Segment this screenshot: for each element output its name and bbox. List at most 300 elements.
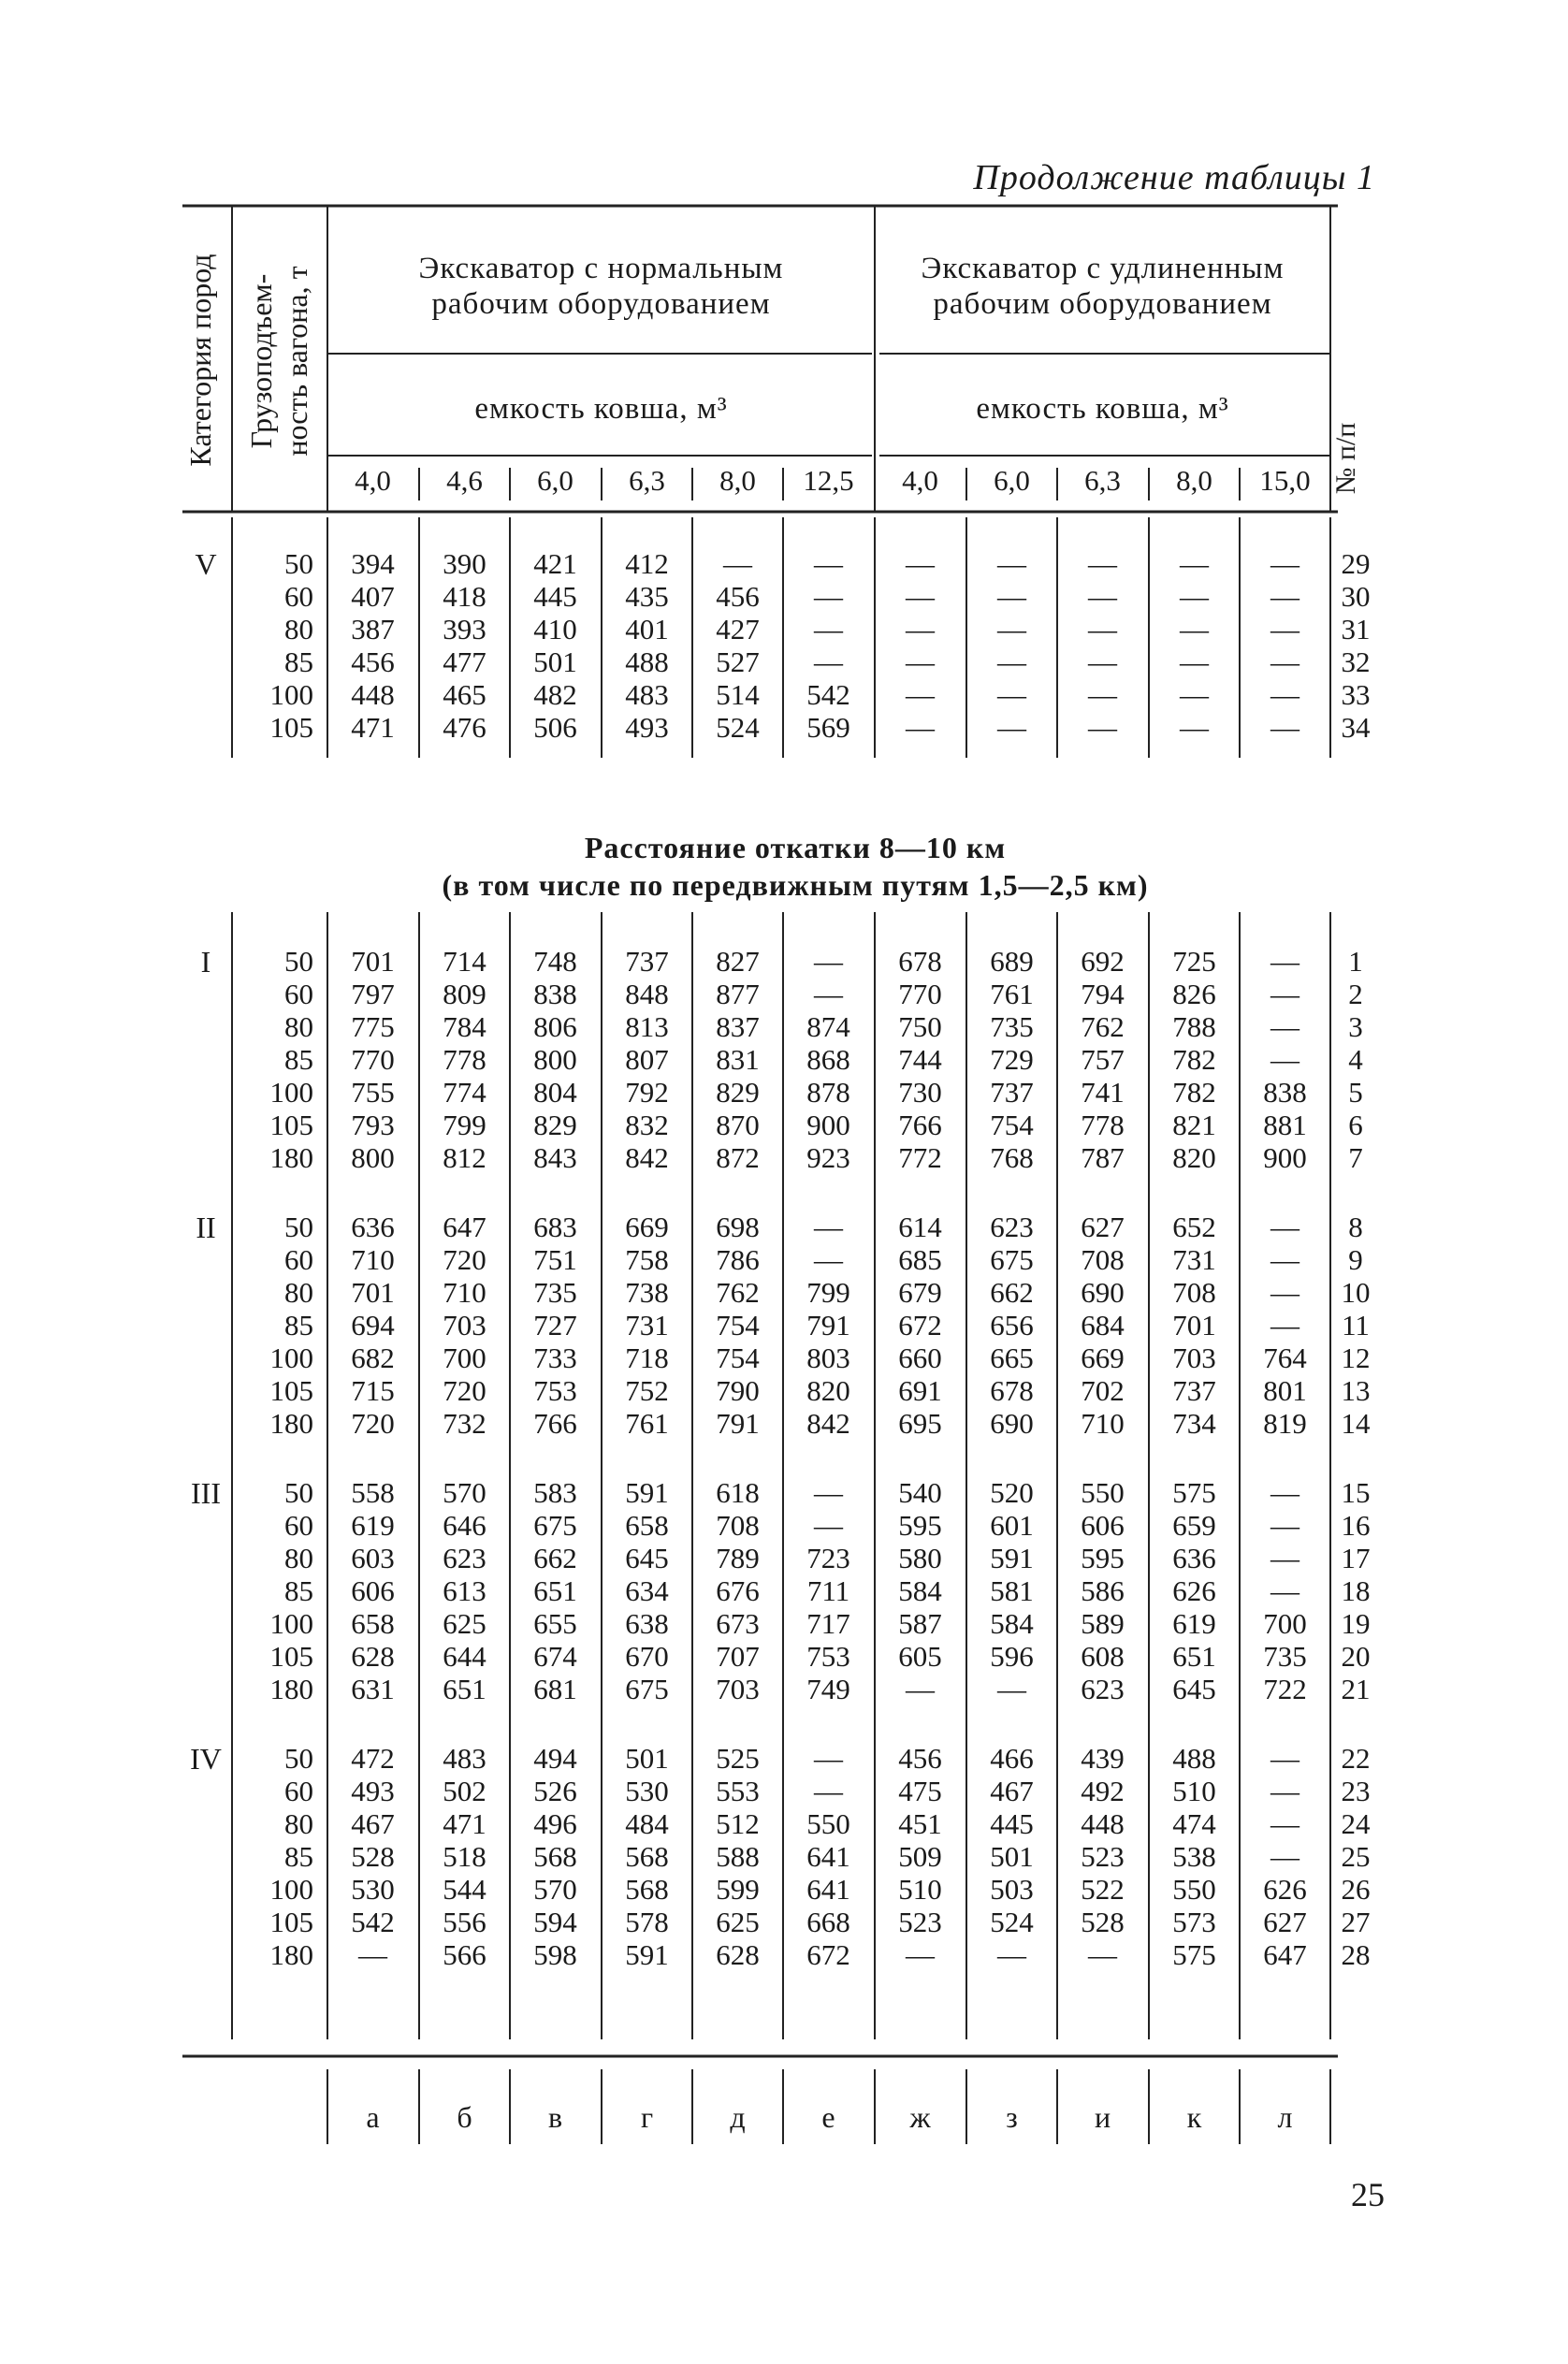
value-cell: 530 [351,1873,395,1906]
value-cell: 636 [1172,1542,1216,1574]
value-cell: 641 [806,1840,850,1873]
value-cell: 711 [806,1574,850,1607]
value-cell: 870 [716,1109,760,1141]
value-cell: — [1270,1742,1299,1775]
value-cell: 698 [716,1211,760,1243]
value-cell: 700 [443,1342,486,1374]
value-cell: 439 [1081,1742,1125,1775]
value-cell: 647 [1263,1938,1307,1971]
value-cell: 641 [806,1873,850,1906]
value-cell: — [1270,1509,1299,1542]
row-number-cell: 16 [1341,1509,1371,1542]
value-cell: 407 [351,580,395,613]
value-cell: 710 [443,1276,486,1309]
row-number-cell: 23 [1341,1775,1371,1807]
value-cell: 843 [533,1141,577,1174]
value-cell: 445 [533,580,577,613]
value-cell: 718 [625,1342,669,1374]
capacity-cell: 80 [284,1010,313,1043]
value-cell: 799 [443,1109,486,1141]
value-cell: 681 [533,1673,577,1705]
value-cell: 735 [990,1010,1034,1043]
value-cell: 701 [1172,1309,1216,1342]
value-cell: 627 [1263,1906,1307,1938]
value-cell: 752 [625,1374,669,1407]
row-number-cell: 29 [1341,547,1371,580]
value-cell: 605 [898,1640,942,1673]
value-cell: 467 [351,1807,395,1840]
value-cell: 827 [716,945,760,978]
value-cell: 768 [990,1141,1034,1174]
capacity-cell: 180 [269,1938,313,1971]
value-cell: 678 [898,945,942,978]
value-cell: 553 [716,1775,760,1807]
value-cell: 623 [443,1542,486,1574]
value-cell: 874 [806,1010,850,1043]
value-cell: — [997,547,1026,580]
value-cell: 510 [898,1873,942,1906]
value-cell: 581 [990,1574,1034,1607]
value-cell: 596 [990,1640,1034,1673]
capacity-cell: 105 [269,1640,313,1673]
value-cell: — [723,547,752,580]
page-number: 25 [1351,2176,1385,2213]
value-cell: 568 [625,1873,669,1906]
value-cell: 826 [1172,978,1216,1010]
row-number-cell: 18 [1341,1574,1371,1607]
value-cell: 669 [625,1211,669,1243]
value-cell: — [997,645,1026,678]
row-number-cell: 26 [1341,1873,1371,1906]
row-number-cell: 14 [1341,1407,1371,1440]
value-cell: 703 [1172,1342,1216,1374]
value-cell: 466 [990,1742,1034,1775]
value-cell: 472 [351,1742,395,1775]
value-cell: 522 [1081,1873,1125,1906]
row-number-cell: 4 [1348,1043,1363,1076]
value-cell: — [997,711,1026,744]
value-cell: 672 [898,1309,942,1342]
value-cell: 636 [351,1211,395,1243]
capacity-cell: 180 [269,1141,313,1174]
value-cell: 483 [625,678,669,711]
value-cell: — [997,678,1026,711]
value-cell: 727 [533,1309,577,1342]
column-letter: и [1094,2100,1111,2134]
value-cell: 659 [1172,1509,1216,1542]
value-cell: 770 [351,1043,395,1076]
value-cell: 503 [990,1873,1034,1906]
value-cell: 774 [443,1076,486,1109]
value-cell: 569 [806,711,850,744]
bucket-volume-1: 4,6 [446,464,483,497]
value-cell: 754 [990,1109,1034,1141]
value-cell: 588 [716,1840,760,1873]
value-cell: — [906,547,935,580]
value-cell: 526 [533,1775,577,1807]
capacity-cell: 180 [269,1673,313,1705]
value-cell: 717 [806,1607,850,1640]
value-cell: 626 [1263,1873,1307,1906]
value-cell: 757 [1081,1043,1125,1076]
row-number-cell: 5 [1348,1076,1363,1109]
column-letter: д [730,2100,746,2134]
value-cell: 694 [351,1309,395,1342]
capacity-cell: 105 [269,1906,313,1938]
header-capacity: Грузоподъем- ность вагона, т [244,266,313,457]
value-cell: — [814,1476,843,1509]
value-cell: 652 [1172,1211,1216,1243]
row-number-cell: 27 [1341,1906,1371,1938]
value-cell: 634 [625,1574,669,1607]
value-cell: 528 [1081,1906,1125,1938]
value-cell: — [997,580,1026,613]
value-cell: 556 [443,1906,486,1938]
bucket-volume-2: 6,0 [537,464,573,497]
value-cell: 821 [1172,1109,1216,1141]
value-cell: 710 [1081,1407,1125,1440]
value-cell: — [906,678,935,711]
row-number-cell: 22 [1341,1742,1371,1775]
value-cell: 530 [625,1775,669,1807]
value-cell: 623 [990,1211,1034,1243]
value-cell: 625 [716,1906,760,1938]
column-letter: к [1186,2100,1202,2134]
capacity-cell: 100 [269,1607,313,1640]
column-letter: е [821,2100,835,2134]
value-cell: 528 [351,1840,395,1873]
capacity-cell: 105 [269,1374,313,1407]
value-cell: — [997,1938,1026,1971]
value-cell: 540 [898,1476,942,1509]
value-cell: 448 [1081,1807,1125,1840]
value-cell: — [1270,1211,1299,1243]
value-cell: 594 [533,1906,577,1938]
value-cell: 735 [1263,1640,1307,1673]
value-cell: 484 [625,1807,669,1840]
value-cell: 550 [1081,1476,1125,1509]
value-cell: — [814,1243,843,1276]
value-cell: 421 [533,547,577,580]
value-cell: 501 [533,645,577,678]
value-cell: 445 [990,1807,1034,1840]
value-cell: 725 [1172,945,1216,978]
value-cell: 877 [716,978,760,1010]
value-cell: 614 [898,1211,942,1243]
value-cell: 674 [533,1640,577,1673]
row-number-cell: 8 [1348,1211,1363,1243]
value-cell: 832 [625,1109,669,1141]
value-cell: 787 [1081,1141,1125,1174]
value-cell: — [1180,547,1209,580]
value-cell: 492 [1081,1775,1125,1807]
value-cell: 658 [351,1607,395,1640]
value-cell: 803 [806,1342,850,1374]
value-cell: 812 [443,1141,486,1174]
value-cell: 753 [806,1640,850,1673]
value-cell: 550 [1172,1873,1216,1906]
value-cell: 627 [1081,1211,1125,1243]
value-cell: 645 [625,1542,669,1574]
bucket-volume-7: 6,0 [994,464,1030,497]
capacity-cell: 80 [284,613,313,645]
value-cell: — [1180,711,1209,744]
value-cell: 690 [990,1407,1034,1440]
value-cell: 791 [716,1407,760,1440]
row-number-cell: 12 [1341,1342,1371,1374]
value-cell: 512 [716,1807,760,1840]
bucket-volume-5: 12,5 [803,464,854,497]
value-cell: 737 [1172,1374,1216,1407]
value-cell: 393 [443,613,486,645]
value-cell: — [906,645,935,678]
value-cell: 471 [443,1807,486,1840]
value-cell: 613 [443,1574,486,1607]
capacity-cell: 50 [284,1742,313,1775]
row-number-cell: 1 [1348,945,1363,978]
value-cell: 809 [443,978,486,1010]
value-cell: 488 [625,645,669,678]
value-cell: 591 [625,1476,669,1509]
value-cell: — [1180,678,1209,711]
value-cell: 651 [533,1574,577,1607]
value-cell: 598 [533,1938,577,1971]
value-cell: 923 [806,1141,850,1174]
value-cell: 754 [716,1342,760,1374]
value-cell: 471 [351,711,395,744]
value-cell: 762 [1081,1010,1125,1043]
value-cell: — [1270,547,1299,580]
value-cell: 741 [1081,1076,1125,1109]
value-cell: 837 [716,1010,760,1043]
value-cell: — [1270,580,1299,613]
value-cell: 675 [533,1509,577,1542]
value-cell: 722 [1263,1673,1307,1705]
value-cell: — [1088,678,1117,711]
value-cell: 748 [533,945,577,978]
row-number-cell: 32 [1341,645,1371,678]
value-cell: 467 [990,1775,1034,1807]
value-cell: 714 [443,945,486,978]
value-cell: — [814,1742,843,1775]
value-cell: 708 [716,1509,760,1542]
value-cell: 793 [351,1109,395,1141]
value-cell: 618 [716,1476,760,1509]
value-cell: 518 [443,1840,486,1873]
value-cell: 800 [533,1043,577,1076]
value-cell: 831 [716,1043,760,1076]
row-number-cell: 30 [1341,580,1371,613]
value-cell: 668 [806,1906,850,1938]
value-cell: 488 [1172,1742,1216,1775]
row-number-cell: 24 [1341,1807,1371,1840]
value-cell: 601 [990,1509,1034,1542]
value-cell: 701 [351,1276,395,1309]
value-cell: — [1270,978,1299,1010]
value-cell: 710 [351,1243,395,1276]
value-cell: 715 [351,1374,395,1407]
value-cell: 678 [990,1374,1034,1407]
row-number-cell: 25 [1341,1840,1371,1873]
value-cell: 708 [1081,1243,1125,1276]
row-number-cell: 2 [1348,978,1363,1010]
capacity-cell: 60 [284,978,313,1010]
value-cell: — [814,645,843,678]
value-cell: 778 [443,1043,486,1076]
value-cell: — [814,945,843,978]
value-cell: — [906,711,935,744]
value-cell: 700 [1263,1607,1307,1640]
value-cell: 738 [625,1276,669,1309]
value-cell: 758 [625,1243,669,1276]
value-cell: 523 [1081,1840,1125,1873]
value-cell: 578 [625,1906,669,1938]
value-cell: 766 [533,1407,577,1440]
value-cell: 731 [1172,1243,1216,1276]
capacity-cell: 85 [284,1309,313,1342]
value-cell: 523 [898,1906,942,1938]
value-cell: 451 [898,1807,942,1840]
bucket-volume-0: 4,0 [355,464,391,497]
value-cell: 842 [806,1407,850,1440]
value-cell: — [1270,1309,1299,1342]
value-cell: 737 [625,945,669,978]
capacity-cell: 85 [284,1840,313,1873]
capacity-cell: 50 [284,1211,313,1243]
value-cell: 510 [1172,1775,1216,1807]
value-cell: — [997,613,1026,645]
header-bucket-normal: емкость ковша, м³ [474,392,728,426]
value-cell: 682 [351,1342,395,1374]
value-cell: 514 [716,678,760,711]
value-cell: 603 [351,1542,395,1574]
value-cell: 390 [443,547,486,580]
bucket-volume-3: 6,3 [629,464,665,497]
value-cell: 691 [898,1374,942,1407]
value-cell: 685 [898,1243,942,1276]
value-cell: 645 [1172,1673,1216,1705]
value-cell: 900 [806,1109,850,1141]
category-label: I [200,945,211,979]
value-cell: 766 [898,1109,942,1141]
row-number-cell: 13 [1341,1374,1371,1407]
value-cell: — [1088,613,1117,645]
value-cell: 679 [898,1276,942,1309]
value-cell: 628 [716,1938,760,1971]
value-cell: 658 [625,1509,669,1542]
value-cell: — [1088,645,1117,678]
value-cell: 660 [898,1342,942,1374]
table-caption: Продолжение таблицы 1 [973,158,1375,197]
value-cell: 628 [351,1640,395,1673]
value-cell: 794 [1081,978,1125,1010]
header-long-equipment: Экскаватор с удлиненным рабочим оборудованием [921,252,1285,321]
value-cell: — [1270,1775,1299,1807]
value-cell: 570 [533,1873,577,1906]
value-cell: 575 [1172,1476,1216,1509]
capacity-cell: 60 [284,580,313,613]
value-cell: 775 [351,1010,395,1043]
bucket-volume-4: 8,0 [719,464,756,497]
value-cell: 829 [716,1076,760,1109]
header-category: Категория пород [183,254,217,467]
value-cell: 669 [1081,1342,1125,1374]
value-cell: — [997,1673,1026,1705]
row-number-cell: 6 [1348,1109,1363,1141]
value-cell: 878 [806,1076,850,1109]
value-cell: 410 [533,613,577,645]
value-cell: 527 [716,645,760,678]
capacity-cell: 60 [284,1775,313,1807]
capacity-cell: 105 [269,711,313,744]
capacity-cell: 80 [284,1276,313,1309]
value-cell: — [1270,645,1299,678]
value-cell: 761 [625,1407,669,1440]
value-cell: 524 [990,1906,1034,1938]
value-cell: 820 [1172,1141,1216,1174]
value-cell: 675 [625,1673,669,1705]
value-cell: 762 [716,1276,760,1309]
value-cell: 456 [351,645,395,678]
value-cell: — [358,1938,387,1971]
value-cell: 589 [1081,1607,1125,1640]
value-cell: — [906,613,935,645]
value-cell: 670 [625,1640,669,1673]
value-cell: 662 [533,1542,577,1574]
value-cell: 542 [351,1906,395,1938]
value-cell: 804 [533,1076,577,1109]
value-cell: 456 [716,580,760,613]
value-cell: 493 [351,1775,395,1807]
column-letter: з [1006,2100,1018,2134]
value-cell: — [1270,1043,1299,1076]
value-cell: 673 [716,1607,760,1640]
value-cell: 733 [533,1342,577,1374]
value-cell: 595 [1081,1542,1125,1574]
value-cell: 702 [1081,1374,1125,1407]
column-letter: ж [909,2100,931,2134]
capacity-cell: 180 [269,1407,313,1440]
value-cell: 606 [1081,1509,1125,1542]
value-cell: — [1088,1938,1117,1971]
value-cell: — [1270,1276,1299,1309]
value-cell: 501 [990,1840,1034,1873]
row-number-cell: 31 [1341,613,1371,645]
value-cell: 427 [716,613,760,645]
value-cell: 813 [625,1010,669,1043]
value-cell: 848 [625,978,669,1010]
bucket-volume-8: 6,3 [1084,464,1121,497]
value-cell: — [1088,711,1117,744]
value-cell: — [1180,613,1209,645]
row-number-cell: 33 [1341,678,1371,711]
value-cell: 591 [625,1938,669,1971]
row-number-cell: 20 [1341,1640,1371,1673]
value-cell: — [814,547,843,580]
capacity-cell: 60 [284,1509,313,1542]
header-normal-equipment: Экскаватор с нормальным рабочим оборудованием [418,252,784,321]
value-cell: 801 [1263,1374,1307,1407]
value-cell: 465 [443,678,486,711]
value-cell: 731 [625,1309,669,1342]
value-cell: 749 [806,1673,850,1705]
value-cell: 900 [1263,1141,1307,1174]
category-label: IV [190,1742,222,1776]
value-cell: — [906,1673,935,1705]
value-cell: 790 [716,1374,760,1407]
value-cell: 619 [351,1509,395,1542]
value-cell: 619 [1172,1607,1216,1640]
